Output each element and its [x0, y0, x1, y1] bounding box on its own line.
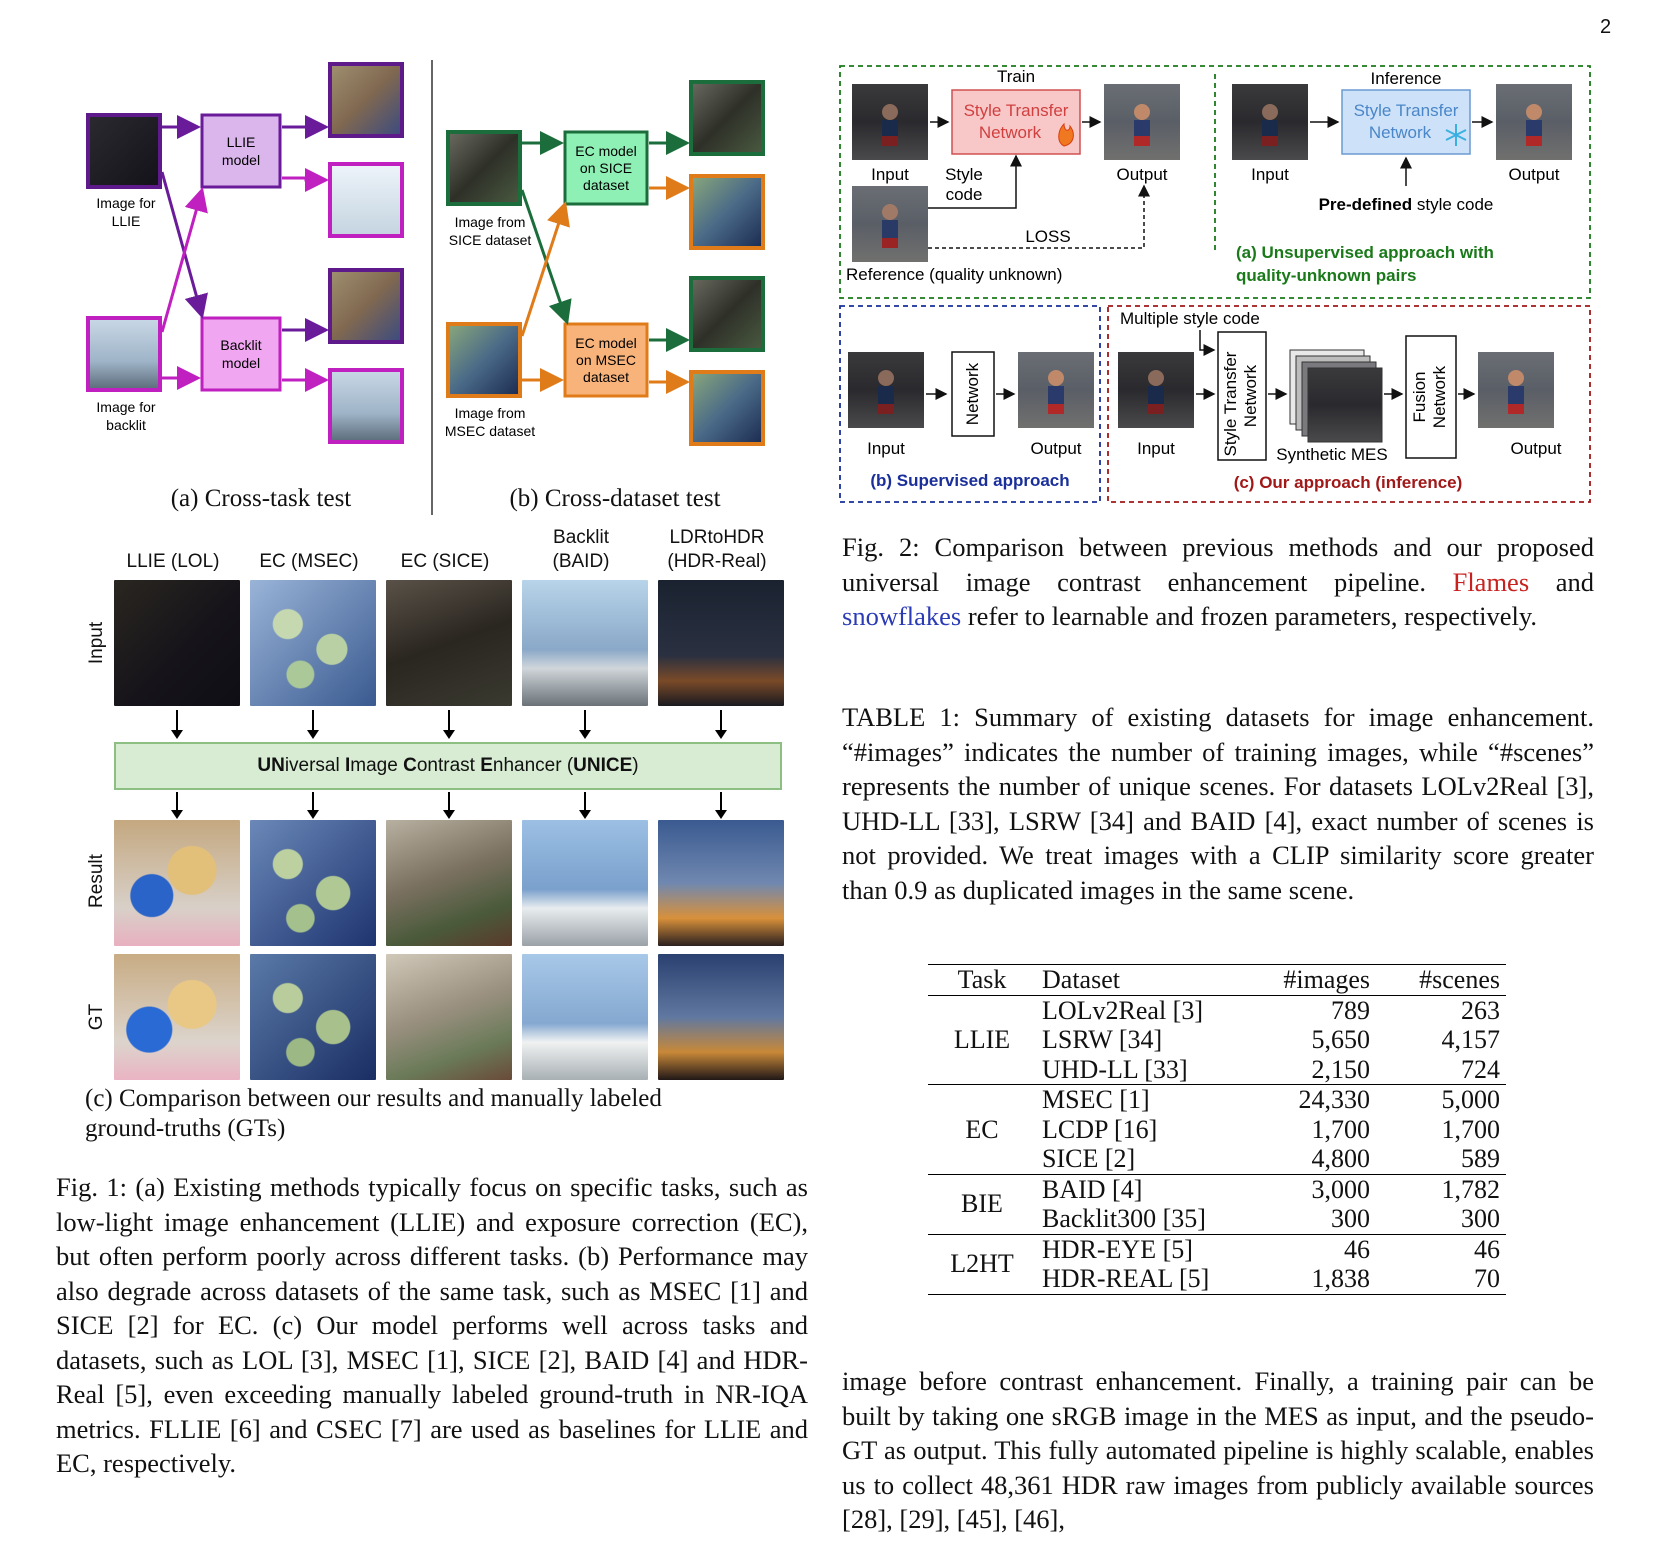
panel-b-input-label: Input: [867, 439, 905, 458]
table-caption: TABLE 1: Summary of existing datasets for image enhancement. “#images” indicates the number of training images, while “#scenes” represents the number of unique scenes. For datasets LOLv2Real [3], UHD-LL [33], LSRW [34] and BAID [4], exact number of scenes is not provided. We treat images with a CLIP similarity score greater than 0.9 as duplicated images in the same scene.: [842, 702, 1594, 905]
gt-image-msec: [250, 954, 376, 1080]
result-image-msec: [250, 820, 376, 946]
multiple-style-code-label: Multiple style code: [1120, 309, 1260, 328]
train-input-label: Input: [871, 165, 909, 184]
backlit-input-image: [88, 318, 160, 390]
unice-segment: nhancer (: [492, 755, 574, 776]
figure-2: [838, 60, 1598, 510]
th-scenes: #scenes: [1376, 965, 1506, 996]
msec-input-label: Image from MSEC dataset: [444, 405, 536, 439]
table-row: LLIE LOLv2Real [3] 789 263: [928, 995, 1506, 1025]
row-label-result: Result: [86, 854, 107, 908]
th-images: #images: [1238, 965, 1376, 996]
unice-banner: [114, 742, 782, 790]
th-task: Task: [928, 965, 1036, 996]
msec-output-1: [691, 278, 763, 350]
th-dataset: Dataset: [1036, 965, 1238, 996]
backlit-output-1: [330, 270, 402, 342]
sice-model-label: EC model on SICE dataset: [575, 143, 637, 193]
table-row: Backlit300 [35] 300 300: [1042, 1204, 1500, 1233]
table-row: HDR-REAL [5] 1,838 70: [928, 1264, 1506, 1294]
sice-input-image: [448, 132, 520, 204]
panel-b-output-label: Output: [1030, 439, 1082, 458]
panel-c-caption: (c) Our approach (inference): [1233, 473, 1463, 492]
input-image-hdr-real: [658, 580, 784, 706]
input-image-msec: [250, 580, 376, 706]
panel-c-fusion-label: FusionNetwork: [1410, 365, 1449, 429]
fig1c-caption: (c) Comparison between our results and manually labeled ground-truths (GTs): [85, 1085, 662, 1142]
sice-output-2: [691, 176, 763, 248]
llie-model-box: [202, 115, 280, 187]
synthetic-mes-stack: [1290, 350, 1382, 442]
llie-input-label: Image for LLIE: [96, 195, 156, 229]
style-transfer-network-train: [952, 90, 1080, 154]
sice-output-1: [691, 82, 763, 154]
reference-label: Reference (quality unknown): [846, 265, 1063, 284]
gt-image-sice: [386, 954, 512, 1080]
inference-label: Inference: [1370, 69, 1442, 88]
input-image-lol: [114, 580, 240, 706]
train-output-label: Output: [1116, 165, 1168, 184]
panel-b-network-label: Network: [963, 362, 982, 426]
predefined-style-code-label: Pre-defined style code: [1318, 195, 1494, 214]
panel-c-output-label: Output: [1510, 439, 1562, 458]
backlit-input-label: Image for backlit: [96, 399, 156, 433]
page-number: 2: [1600, 16, 1612, 38]
col-label-3: Backlit (BAID): [552, 527, 610, 572]
result-image-sice: [386, 820, 512, 946]
unice-label: [257, 755, 638, 777]
row-label-gt: GT: [86, 1003, 107, 1031]
row-label-input: Input: [86, 621, 107, 665]
figure-1ab: [80, 60, 800, 515]
panel-c-input-label: Input: [1137, 439, 1175, 458]
style-transfer-network-inference: [1342, 90, 1470, 154]
gt-image-lol: [114, 954, 240, 1080]
table-row: BIE BAID [4] 3,000 1,782: [928, 1174, 1506, 1204]
stn-train-label: Style Transfer Network: [963, 101, 1069, 142]
fig1b-caption: (b) Cross-dataset test: [509, 485, 721, 512]
result-image-hdr-real: [658, 820, 784, 946]
table-row: LCDP [16] 1,700 1,700: [1042, 1114, 1500, 1144]
arrows-top: [80, 706, 800, 742]
col-label-0: LLIE (LOL): [126, 551, 220, 572]
llie-output-1: [330, 64, 402, 136]
fig2-caption: Fig. 2: Comparison between previous methods and our proposed universal image contrast enhancement pipeline. Flames and snowflakes refer to learnable and frozen parameters, respectively.: [842, 532, 1595, 631]
gt-image-hdr-real: [658, 954, 784, 1080]
backlit-model-label: Backlit model: [220, 337, 262, 371]
unice-segment: C: [403, 755, 417, 776]
loss-label: LOSS: [1025, 227, 1071, 246]
table-row: SICE [2] 4,800 589: [1042, 1144, 1500, 1173]
col-label-1: EC (MSEC): [259, 551, 359, 572]
col-label-2: EC (SICE): [400, 551, 490, 572]
body-paragraph: image before contrast enhancement. Finally, a training pair can be built by taking one sRGB image in the MES as input, and the pseudo-GT as output. This fully automated pipeline is highly scalable, enables us to collect 48,361 HDR raw images from publicly available sources [28], [29], [45], [46],: [842, 1366, 1594, 1534]
table-row: UHD-LL [33] 2,150 724: [1042, 1054, 1500, 1084]
stn-inference-label: Style Transfer Network: [1353, 101, 1459, 142]
msec-output-2: [691, 372, 763, 444]
figure-1c: [80, 520, 800, 1075]
unice-segment: E: [480, 755, 493, 776]
fig1-caption: Fig. 1: (a) Existing methods typically focus on specific tasks, such as low-light image enhancement (LLIE) and exposure correction (EC), but often perform poorly across different tasks. (b) Performance may also degrade across datasets of the same task, such as MSEC [1] and SICE [2] for EC. (c) Our model performs well across tasks and datasets, such as LOL [3], MSEC [1], SICE [2], BAID [4] and HDR-Real [5], even exceeding manually labeled ground-truth in NR-IQA metrics. FLLIE [6] and CSEC [7] are used as baselines for LLIE and EC, respectively.: [56, 1172, 808, 1478]
llie-output-2: [330, 164, 402, 236]
flames-term: Flames: [1452, 566, 1530, 597]
synthetic-mes-label: Synthetic MES: [1276, 445, 1388, 464]
snowflakes-term: snowflakes: [842, 601, 962, 631]
inference-output-label: Output: [1508, 165, 1560, 184]
panel-c-stn-label: Style TransferNetwork: [1221, 351, 1260, 457]
inference-input-label: Input: [1251, 165, 1289, 184]
datasets-table: [928, 964, 1506, 1295]
unice-segment: iversal: [284, 755, 345, 776]
unice-segment: UN: [257, 755, 285, 776]
result-image-lol: [114, 820, 240, 946]
msec-input-image: [448, 324, 520, 396]
result-image-baid: [522, 820, 648, 946]
unice-segment: mage: [350, 755, 404, 776]
msec-model-label: EC model on MSEC dataset: [575, 335, 637, 385]
panel-b-caption: (b) Supervised approach: [870, 471, 1070, 490]
unice-segment: ontrast: [416, 755, 481, 776]
table-row: LSRW [34] 5,650 4,157: [1042, 1025, 1500, 1054]
table-row: EC MSEC [1] 24,330 5,000: [928, 1085, 1506, 1115]
unice-segment: I: [345, 755, 351, 776]
llie-input-image: [88, 115, 160, 187]
style-code-label: Style code: [945, 165, 983, 204]
train-label: Train: [996, 67, 1036, 86]
input-image-sice: [386, 580, 512, 706]
col-label-4: LDRtoHDR (HDR-Real): [667, 527, 767, 572]
gt-image-baid: [522, 954, 648, 1080]
llie-model-label: LLIE model: [221, 134, 261, 168]
backlit-model-box: [202, 318, 280, 390]
sice-input-label: Image from SICE dataset: [448, 214, 532, 248]
input-image-baid: [522, 580, 648, 706]
unice-segment: ): [632, 755, 639, 776]
table-row: L2HT HDR-EYE [5] 46 46: [928, 1234, 1506, 1264]
backlit-output-2: [330, 370, 402, 442]
fig1a-caption: (a) Cross-task test: [170, 485, 352, 512]
unice-segment: UNICE: [573, 755, 633, 776]
panel-a-caption: (a) Unsupervised approach with quality-unknown pairs: [1236, 243, 1494, 285]
